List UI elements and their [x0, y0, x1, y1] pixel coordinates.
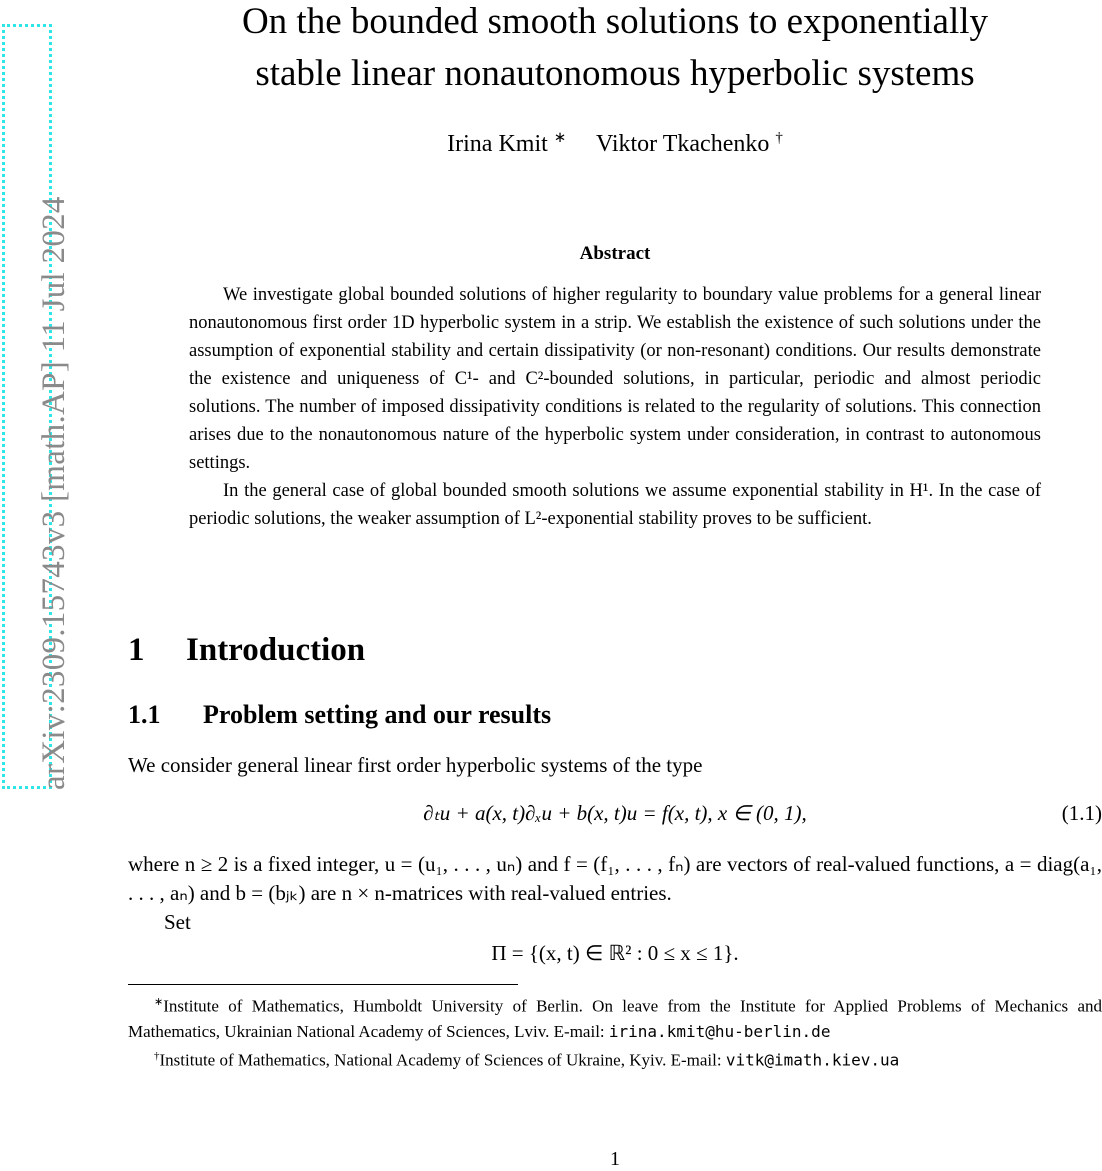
- subsection-title: Problem setting and our results: [203, 700, 552, 729]
- abstract-body: [189, 281, 1041, 533]
- footnote-1: [128, 990, 1102, 1044]
- footnote-mark: †: [775, 130, 783, 146]
- author-list: [128, 128, 1102, 158]
- section-heading: [128, 632, 365, 669]
- author-name: Viktor Tkachenko: [595, 131, 770, 157]
- body-paragraph: [128, 751, 1102, 780]
- section-number: 1: [128, 632, 145, 668]
- footnote-mark: ∗: [154, 996, 164, 1008]
- author-name: Irina Kmit: [447, 131, 548, 157]
- abstract-paragraph: In the general case of global bounded smooth solutions we assume exponential stability in H¹. In the case of periodic solutions, the weaker assumption of L²-exponential stability proves to be sufficient.: [189, 481, 1041, 529]
- intro-text: We consider general linear first order hyperbolic systems of the type: [128, 753, 703, 777]
- subsection-heading: [128, 700, 551, 730]
- arxiv-identifier: arXiv:2309.15743v3 [math.AP] 11 Jul 2024: [36, 196, 72, 790]
- equation-strip: [128, 941, 1102, 966]
- footnote-text: Institute of Mathematics, Humboldt University of Berlin. On leave from the Institute for Applied Problems of Mechanics and Mathematics, Ukrainian National Academy of Sciences, Lviv. E-mail:: [128, 996, 1102, 1041]
- footnote-mark: †: [154, 1049, 160, 1062]
- email-link[interactable]: vitk@imath.kiev.ua: [725, 1050, 900, 1070]
- equation-content: Π = {(x, t) ∈ ℝ² : 0 ≤ x ≤ 1}.: [491, 941, 739, 965]
- set-text: Set: [164, 910, 191, 934]
- footnote-mark: ∗: [553, 130, 567, 146]
- footnote-rule: [128, 984, 518, 985]
- body-paragraph: [128, 850, 1102, 937]
- section-title: Introduction: [186, 632, 366, 668]
- definitions-text: where n ≥ 2 is a fixed integer, u = (u₁, . . . , uₙ) and f = (f₁, . . . , fₙ) are vectors of real-valued functions, a = diag(a₁, . . . , aₙ) and b = (bⱼₖ) are n × n-matrices with real-valued entries.: [128, 852, 1102, 905]
- equation-1-1: [128, 801, 1102, 826]
- equation-number: (1.1): [1061, 801, 1102, 825]
- page-number: 1: [610, 1148, 620, 1170]
- subsection-number: 1.1: [128, 700, 161, 729]
- abstract-heading: Abstract: [579, 243, 651, 264]
- abstract-paragraph: We investigate global bounded solutions of higher regularity to boundary value problems for a general linear nonautonomous first order 1D hyperbolic system in a strip. We establish the existence of such solutions under the assumption of exponential stability and certain dissipativity (or non-resonant) conditions. Our results demonstrate the existence and uniqueness of C¹- and C²-bounded solutions, in particular, periodic and almost periodic solutions. The number of imposed dissipativity conditions is related to the regularity of solutions. This connection arises due to the nonautonomous nature of the hyperbolic system under consideration, in contrast to autonomous settings.: [189, 285, 1041, 473]
- paper-title: [128, 0, 1102, 100]
- footnotes: [128, 990, 1102, 1072]
- email-link[interactable]: irina.kmit@hu-berlin.de: [608, 1021, 831, 1041]
- title-line-2: stable linear nonautonomous hyperbolic systems: [255, 53, 975, 94]
- footnote-text: Institute of Mathematics, National Academy of Sciences of Ukraine, Kyiv. E-mail:: [159, 1050, 726, 1070]
- footnote-2: [128, 1044, 1102, 1073]
- equation-content: ∂ₜu + a(x, t)∂ₓu + b(x, t)u = f(x, t), x ∈ (0, 1),: [423, 801, 807, 825]
- title-line-1: On the bounded smooth solutions to exponentially: [241, 1, 989, 42]
